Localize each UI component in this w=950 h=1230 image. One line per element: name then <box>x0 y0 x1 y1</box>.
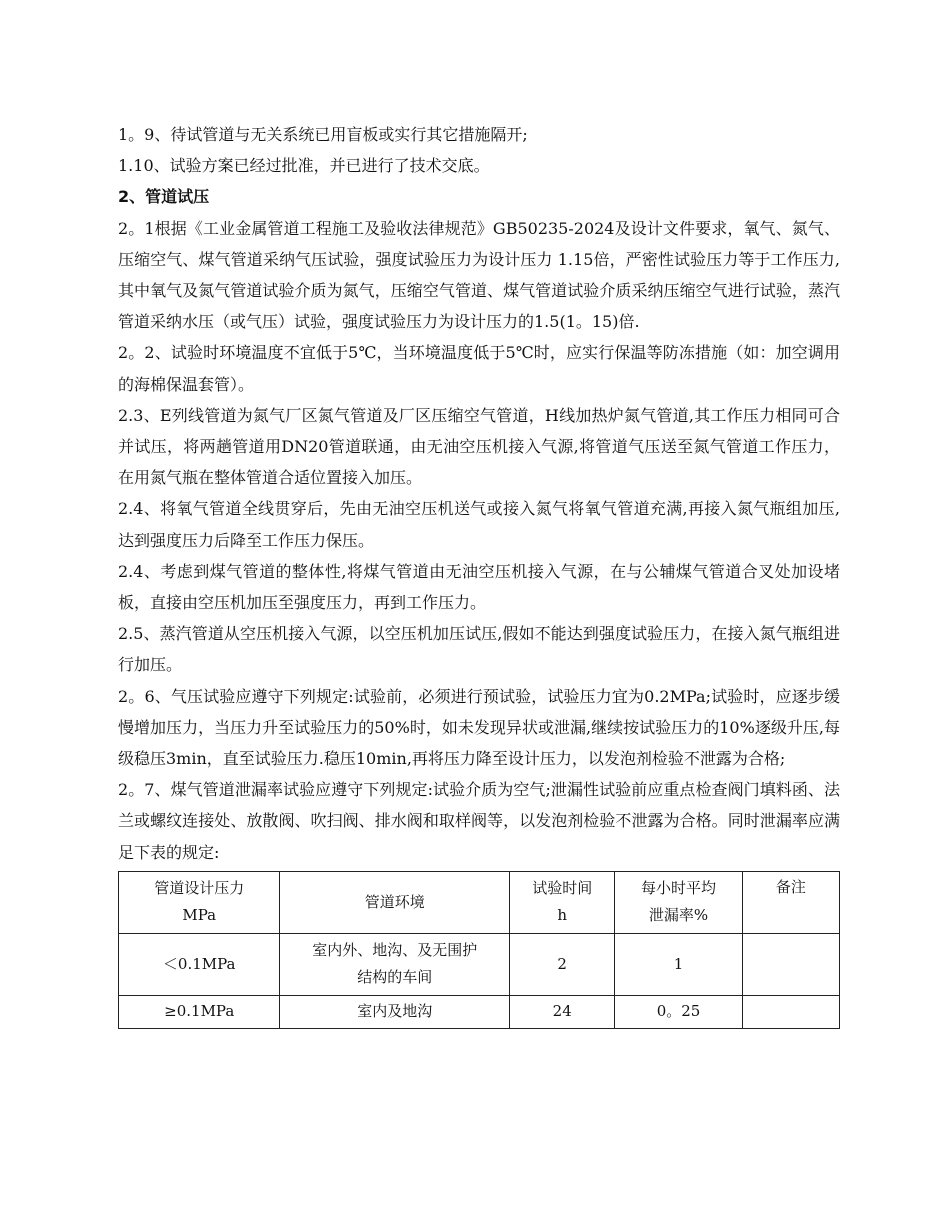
cell-test-time: 2 <box>510 933 615 995</box>
paragraph-1-10: 1.10、试验方案已经过批准，并已进行了技术交底。 <box>118 156 490 176</box>
paragraph-2-4a: 2.4、将氧气管道全线贯穿后，先由无油空压机送气或接入氮气将氧气管道充满,再接入氮气瓶组加压,达到强度压力后降至工作压力保压。 <box>118 499 840 550</box>
cell-pressure: ≥0.1MPa <box>119 995 280 1028</box>
paragraph-2-3: 2.3、E列线管道为氮气厂区氮气管道及厂区压缩空气管道，H线加热炉氮气管道,其工作压力相同可合并试压，将两趟管道用DN20管道联通，由无油空压机接入气源,将管道气压送至氮气管道工作压力，在用氮气瓶在整体管道合适位置接入加压。 <box>118 405 840 488</box>
paragraph-2-2: 2。2、试验时环境温度不宜低于5℃，当环境温度低于5℃时，应实行保温等防冻措施（如：加空调用的海棉保温套管）。 <box>118 343 840 394</box>
cell-leak-rate: 0。25 <box>615 995 742 1028</box>
paragraph-2-6: 2。6、气压试验应遵守下列规定:试验前，必须进行预试验，试验压力宜为0.2MPa;试验时，应逐步缓慢增加压力，当压力升至试验压力的50%时，如未发现异状或泄漏,继续按试验压力的10%逐级升压,每级稳压3min，直至试验压力.稳压10min,再将压力降至设计压力，以发泡剂检验不泄露为合格; <box>118 686 840 769</box>
paragraph-2-5: 2.5、蒸汽管道从空压机接入气源，以空压机加压试压,假如不能达到强度试验压力，在接入氮气瓶组进行加压。 <box>118 624 840 675</box>
paragraph-2-1: 2。1根据《工业金属管道工程施工及验收法律规范》GB50235-2024及设计文件要求，氧气、氮气、压缩空气、煤气管道采纳气压试验，强度试验压力为设计压力 1.15倍，严密性试验压力等于工作压力,其中氧气及氮气管道试验介质为氮气，压缩空气管道、煤气管道试验介质采纳压缩空气进行试验，蒸汽管道采纳水压（或气压）试验，强度试验压力为设计压力的1.5(1。15)倍. <box>118 218 840 332</box>
paragraph-2-7: 2。7、煤气管道泄漏率试验应遵守下列规定:试验介质为空气;泄漏性试验前应重点检查阀门填料函、法兰或螺纹连接处、放散阀、吹扫阀、排水阀和取样阀等，以发泡剂检验不泄露为合格。同时泄漏率应满足下表的规定: <box>118 780 840 862</box>
cell-environment: 室内外、地沟、及无围护 结构的车间 <box>280 933 510 995</box>
paragraph-2-4b: 2.4、考虑到煤气管道的整体性,将煤气管道由无油空压机接入气源，在与公辅煤气管道合叉处加设堵板，直接由空压机加压至强度压力，再到工作压力。 <box>118 561 840 613</box>
paragraph-1-9: 1。9、待试管道与无关系统已用盲板或实行其它措施隔开; <box>118 125 528 144</box>
cell-note <box>742 933 839 995</box>
cell-environment: 室内及地沟 <box>280 995 510 1028</box>
cell-note <box>742 995 839 1028</box>
header-environment: 管道环境 <box>280 871 510 933</box>
table-header-row <box>119 871 840 933</box>
table-row <box>119 933 840 995</box>
header-leak-rate: 每小时平均 泄漏率% <box>615 871 742 933</box>
cell-test-time: 24 <box>510 995 615 1028</box>
document-page <box>118 119 840 1029</box>
cell-pressure: ＜0.1MPa <box>119 933 280 995</box>
header-design-pressure: 管道设计压力 MPa <box>119 871 280 933</box>
leak-rate-table <box>118 871 840 1029</box>
table-row <box>119 995 840 1028</box>
header-note: 备注 <box>742 871 839 933</box>
header-test-time: 试验时间 h <box>510 871 615 933</box>
cell-leak-rate: 1 <box>615 933 742 995</box>
section-heading-pipe-pressure-test: 2、管道试压 <box>118 187 210 207</box>
